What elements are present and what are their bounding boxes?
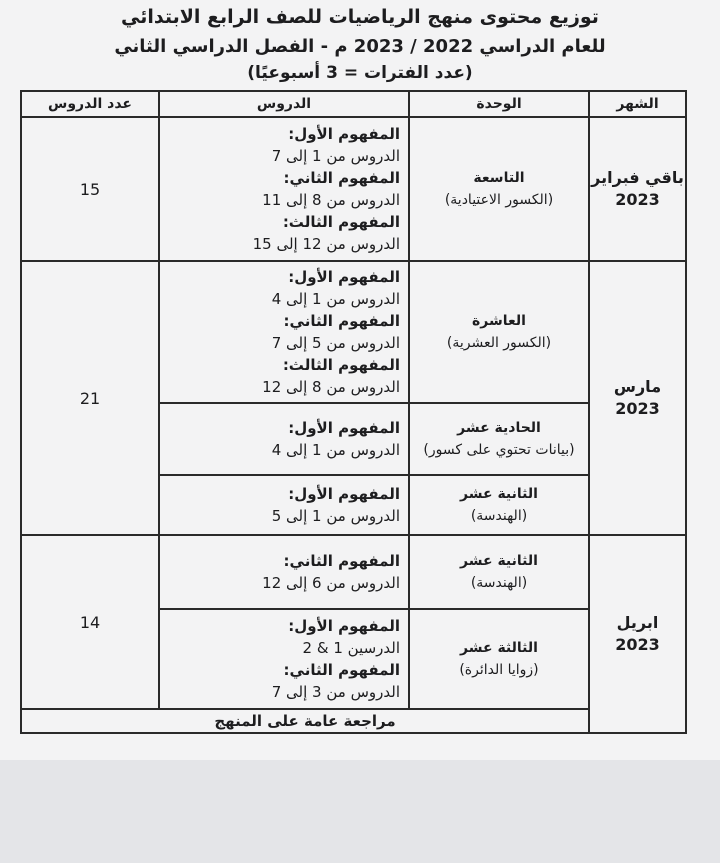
concept-range: الدروس من 1 إلى 4 xyxy=(271,290,400,308)
concept-title: المفهوم الأول: xyxy=(288,419,400,437)
unit-cell xyxy=(409,403,589,475)
concept-range: الدروس من 3 إلى 7 xyxy=(271,683,400,701)
concept-title: المفهوم الثاني: xyxy=(283,312,400,330)
concept-title: المفهوم الثاني: xyxy=(283,661,400,679)
month-cell xyxy=(589,535,686,733)
concept-title: المفهوم الثالث: xyxy=(282,356,400,374)
unit-name: الثانية عشر xyxy=(460,553,538,569)
lessons-cell xyxy=(159,117,409,261)
concept-title: المفهوم الأول: xyxy=(288,617,400,635)
lessons-cell xyxy=(159,261,409,403)
unit-topic: (بيانات تحتوي على كسور) xyxy=(423,442,575,458)
concept-range: الدروس من 8 إلى 11 xyxy=(262,191,400,209)
concept-title: المفهوم الثالث: xyxy=(282,213,400,231)
background-margin xyxy=(0,760,720,863)
table-header-row xyxy=(21,91,686,117)
unit-name: التاسعة xyxy=(473,170,525,186)
document-subtitle: للعام الدراسي 2022 / 2023 م - الفصل الدراسي الثاني xyxy=(114,36,606,57)
concept-range: الدروس من 12 إلى 15 xyxy=(252,235,400,253)
unit-topic: (زوايا الدائرة) xyxy=(459,662,539,678)
table-row xyxy=(21,535,686,609)
lessons-cell xyxy=(159,609,409,709)
lesson-count: 15 xyxy=(21,117,159,261)
lessons-cell xyxy=(159,475,409,535)
concept-range: الدروس من 1 إلى 7 xyxy=(271,147,400,165)
unit-cell xyxy=(409,261,589,403)
unit-name: الثالثة عشر xyxy=(460,640,538,656)
unit-topic: (الهندسة) xyxy=(470,575,528,591)
concept-range: الدروس من 1 إلى 5 xyxy=(271,507,400,525)
concept-range: الدرسين 1 & 2 xyxy=(302,639,400,657)
document-title: توزيع محتوى منهج الرياضيات للصف الرابع الابتدائي xyxy=(121,6,599,28)
table-row xyxy=(21,261,686,403)
month-name: ابريل xyxy=(616,613,659,632)
concept-range: الدروس من 6 إلى 12 xyxy=(262,574,400,592)
unit-topic: (الكسور العشرية) xyxy=(446,335,552,351)
column-header-month: الشهر xyxy=(589,91,686,117)
month-year: 2023 xyxy=(615,399,660,418)
lesson-count: 21 xyxy=(21,261,159,535)
unit-cell xyxy=(409,117,589,261)
column-header-unit: الوحدة xyxy=(409,91,589,117)
unit-topic: (الهندسة) xyxy=(470,508,528,524)
month-name: مارس xyxy=(613,377,662,396)
month-year: 2023 xyxy=(615,635,660,654)
lesson-count: 14 xyxy=(21,535,159,709)
unit-name: الحادية عشر xyxy=(457,420,541,436)
concept-range: الدروس من 8 إلى 12 xyxy=(262,378,400,396)
table-row xyxy=(21,709,686,733)
month-cell xyxy=(589,117,686,261)
unit-topic: (الكسور الاعتيادية) xyxy=(444,192,554,208)
concept-range: الدروس من 1 إلى 4 xyxy=(271,441,400,459)
unit-cell xyxy=(409,535,589,609)
column-header-lessons: الدروس xyxy=(159,91,409,117)
concept-title: المفهوم الثاني: xyxy=(283,552,400,570)
unit-cell xyxy=(409,475,589,535)
concept-title: المفهوم الأول: xyxy=(288,268,400,286)
curriculum-table xyxy=(20,90,687,734)
month-cell xyxy=(589,261,686,535)
periods-note: (عدد الفترات = 3 أسبوعيًا) xyxy=(247,63,473,83)
unit-name: الثانية عشر xyxy=(460,486,538,502)
concept-title: المفهوم الثاني: xyxy=(283,169,400,187)
column-header-count: عدد الدروس xyxy=(21,91,159,117)
lessons-cell xyxy=(159,535,409,609)
concept-title: المفهوم الأول: xyxy=(288,125,400,143)
unit-name: العاشرة xyxy=(472,313,526,329)
general-review: مراجعة عامة على المنهج xyxy=(21,709,589,733)
lessons-cell xyxy=(159,403,409,475)
month-name: باقي فبراير xyxy=(591,168,684,187)
month-year: 2023 xyxy=(615,190,660,209)
unit-cell xyxy=(409,609,589,709)
concept-range: الدروس من 5 إلى 7 xyxy=(271,334,400,352)
concept-title: المفهوم الأول: xyxy=(288,485,400,503)
table-row xyxy=(21,117,686,261)
